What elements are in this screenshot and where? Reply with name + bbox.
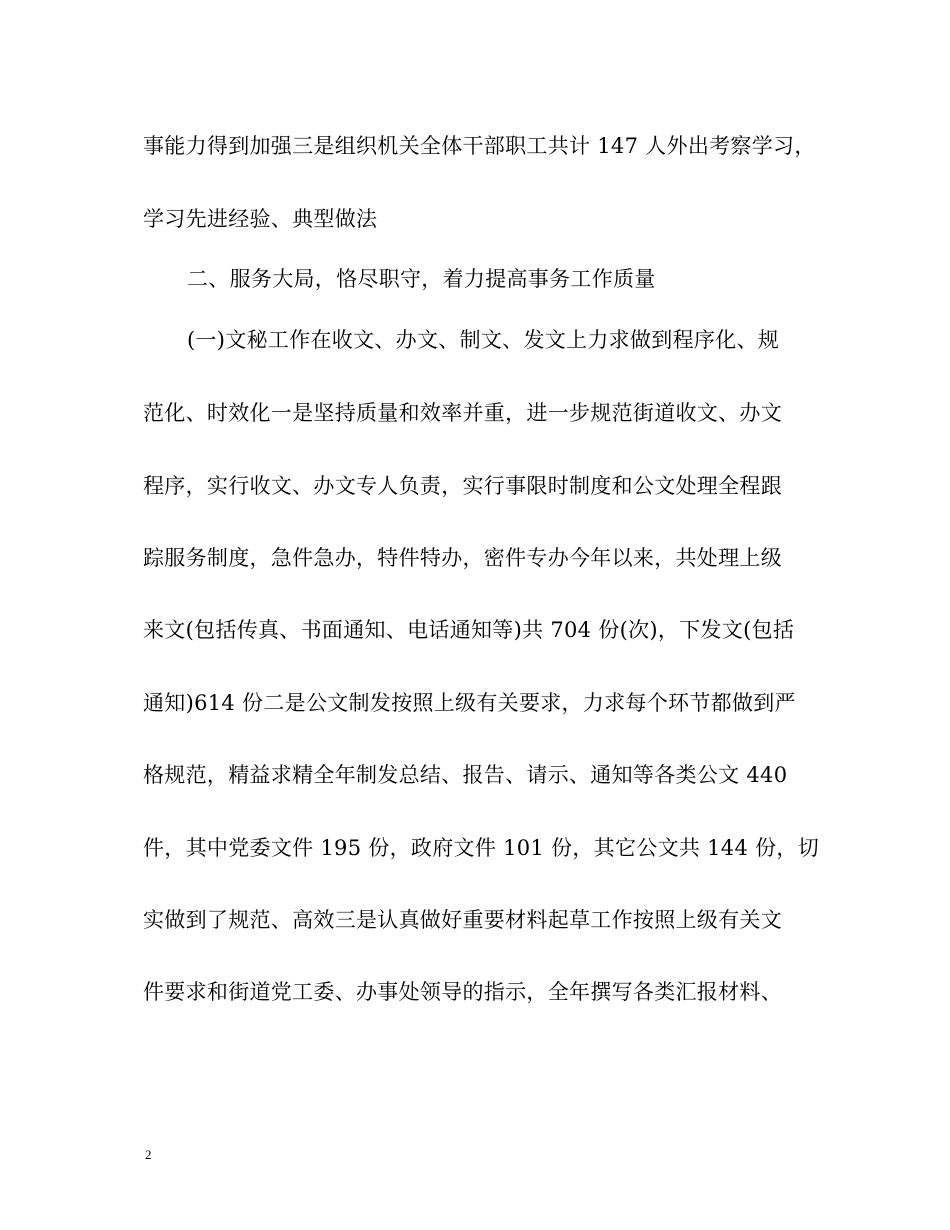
body-text-line-9: 格规范，精益求精全年制发总结、报告、请示、通知等各类公文 440 (143, 763, 788, 787)
body-text-line-5: 程序，实行收文、办文专人负责，实行事限时制度和公文处理全程跟 (143, 474, 782, 498)
section-heading: 二、服务大局，恪尽职守，着力提高事务工作质量 (187, 267, 656, 291)
page-number: 2 (145, 1147, 152, 1162)
body-text-line-10: 件，其中党委文件 195 份，政府文件 101 份，其它公文共 144 份，切 (143, 836, 819, 860)
body-text-line-6: 踪服务制度，急件急办，特件特办，密件专办今年以来，共处理上级 (143, 546, 782, 570)
body-text-line-7: 来文(包括传真、书面通知、电话通知等)共 704 份(次)，下发文(包括 (143, 618, 795, 642)
body-text-line-12: 件要求和街道党工委、办事处领导的指示，全年撰写各类汇报材料、 (143, 980, 782, 1004)
body-text-line-2: 学习先进经验、典型做法 (143, 207, 378, 231)
body-text-line-1: 事能力得到加强三是组织机关全体干部职工共计 147 人外出考察学习， (143, 134, 816, 158)
body-text-line-8: 通知)614 份二是公文制发按照上级有关要求，力求每个环节都做到严 (143, 691, 796, 715)
body-text-line-11: 实做到了规范、高效三是认真做好重要材料起草工作按照上级有关文 (143, 908, 782, 932)
body-text-line-4: 范化、时效化一是坚持质量和效率并重，进一步规范街道收文、办文 (143, 401, 782, 425)
body-text-line-3: (一)文秘工作在收文、办文、制文、发文上力求做到程序化、规 (187, 328, 780, 352)
